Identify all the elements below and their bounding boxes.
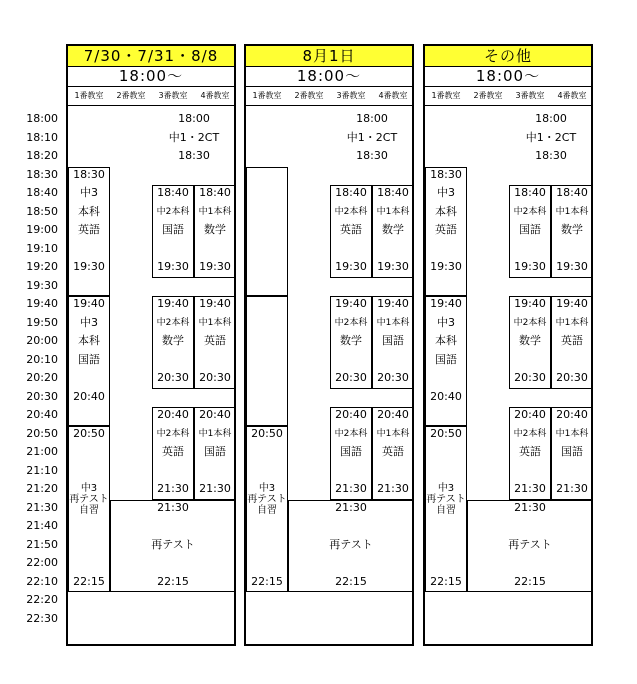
end: 22:15 [251, 574, 283, 588]
panel-title: その他 [425, 46, 591, 67]
room1-block-2 [246, 296, 288, 426]
retest-label: 再テスト [508, 537, 552, 551]
start: 18:40 [377, 186, 409, 199]
end: 19:30 [556, 260, 588, 273]
room-header: 4番教室 [200, 91, 230, 100]
time-label: 20:50 [26, 426, 58, 440]
end: 22:15 [73, 574, 105, 588]
panel-title: 8月1日 [246, 46, 412, 67]
retest-self-study: 中3 再テスト 自習 [426, 483, 466, 516]
course: 中2本科 [334, 206, 368, 217]
panel-title: 7/30・7/31・8/8 [68, 46, 234, 67]
time-label: 21:20 [26, 482, 58, 495]
course: 中1本科 [555, 428, 589, 439]
room-header-row [425, 86, 591, 106]
subject: 国語 [204, 445, 226, 458]
start: 18:40 [514, 186, 546, 199]
ct-end: 18:30 [535, 149, 567, 162]
time-label: 20:20 [26, 371, 58, 384]
start: 20:50 [430, 426, 462, 440]
start: 18:30 [430, 167, 462, 181]
room-header: 4番教室 [378, 91, 408, 100]
retest-self-study: 中3 再テスト 自習 [69, 483, 109, 516]
panel-start-time: 18:00〜 [68, 66, 234, 87]
subject: 国語 [435, 352, 457, 366]
grade: 中3 [80, 315, 98, 329]
end: 20:30 [377, 371, 409, 384]
start: 19:40 [199, 297, 231, 310]
end: 21:30 [199, 482, 231, 495]
time-label: 21:00 [26, 445, 58, 458]
time-label: 21:30 [26, 500, 58, 514]
course: 中2本科 [156, 317, 190, 328]
course: 中1本科 [555, 317, 589, 328]
room-header: 2番教室 [294, 91, 324, 100]
subject: 数学 [519, 334, 541, 347]
time-label: 21:10 [26, 463, 58, 477]
start: 21:30 [157, 500, 189, 514]
room-header: 1番教室 [252, 91, 282, 100]
end: 20:30 [514, 371, 546, 384]
start: 19:40 [377, 297, 409, 310]
time-label: 20:40 [26, 408, 58, 421]
start: 21:30 [335, 500, 367, 514]
start: 19:40 [514, 297, 546, 310]
course: 本科 [435, 334, 457, 347]
end: 19:30 [157, 260, 189, 273]
end: 21:30 [556, 482, 588, 495]
end: 22:15 [335, 574, 367, 588]
course: 中1本科 [555, 206, 589, 217]
room-header: 1番教室 [431, 91, 461, 100]
subject: 数学 [162, 334, 184, 347]
subject: 国語 [382, 334, 404, 347]
time-label: 18:00 [26, 112, 58, 125]
subject: 英語 [78, 223, 100, 236]
subject: 数学 [561, 223, 583, 236]
course: 中2本科 [513, 206, 547, 217]
start: 20:40 [514, 408, 546, 421]
start: 20:40 [199, 408, 231, 421]
time-label: 18:10 [26, 130, 58, 144]
course: 中1本科 [198, 206, 232, 217]
subject: 英語 [519, 445, 541, 458]
time-label: 21:50 [26, 537, 58, 551]
start: 21:30 [514, 500, 546, 514]
end: 20:30 [157, 371, 189, 384]
ct-label: 中1・2CT [168, 130, 220, 144]
start: 20:40 [556, 408, 588, 421]
end: 19:30 [430, 260, 462, 273]
subject: 英語 [162, 445, 184, 458]
time-label: 18:20 [26, 149, 58, 162]
start: 18:40 [556, 186, 588, 199]
room-header: 2番教室 [473, 91, 503, 100]
time-label: 20:10 [26, 352, 58, 366]
time-label: 18:50 [26, 204, 58, 218]
retest-self-study: 中3 再テスト 自習 [247, 483, 287, 516]
start: 18:40 [199, 186, 231, 199]
end: 21:30 [335, 482, 367, 495]
time-label: 19:20 [26, 260, 58, 273]
room-header: 3番教室 [336, 91, 366, 100]
end: 19:30 [377, 260, 409, 273]
start: 20:50 [73, 426, 105, 440]
room-header: 3番教室 [158, 91, 188, 100]
course: 中1本科 [198, 317, 232, 328]
course: 中1本科 [198, 428, 232, 439]
time-label: 19:00 [26, 223, 58, 236]
subject: 数学 [204, 223, 226, 236]
grade: 中3 [437, 315, 455, 329]
subject: 国語 [561, 445, 583, 458]
course: 中2本科 [156, 206, 190, 217]
start: 19:40 [430, 297, 462, 310]
time-label: 18:40 [26, 186, 58, 199]
ct-label: 中1・2CT [346, 130, 398, 144]
ct-start: 18:00 [356, 112, 388, 125]
end: 21:30 [157, 482, 189, 495]
subject: 英語 [561, 334, 583, 347]
room1-block-1 [246, 167, 288, 297]
subject: 国語 [162, 223, 184, 236]
ct-start: 18:00 [178, 112, 210, 125]
course: 中2本科 [156, 428, 190, 439]
subject: 国語 [340, 445, 362, 458]
end: 20:30 [199, 371, 231, 384]
start: 20:50 [251, 426, 283, 440]
end: 22:15 [514, 574, 546, 588]
start: 20:40 [335, 408, 367, 421]
ct-end: 18:30 [356, 149, 388, 162]
time-label: 18:30 [26, 167, 58, 181]
time-label: 22:10 [26, 574, 58, 588]
subject: 英語 [340, 223, 362, 236]
subject: 国語 [78, 352, 100, 366]
time-label: 20:30 [26, 389, 58, 403]
end: 22:15 [430, 574, 462, 588]
start: 18:40 [335, 186, 367, 199]
room-header: 2番教室 [116, 91, 146, 100]
time-label: 19:50 [26, 315, 58, 329]
end: 19:30 [199, 260, 231, 273]
retest-label: 再テスト [329, 537, 373, 551]
retest-label: 再テスト [151, 537, 195, 551]
start: 19:40 [73, 297, 105, 310]
subject: 数学 [382, 223, 404, 236]
start: 18:30 [73, 167, 105, 181]
start: 20:40 [377, 408, 409, 421]
end: 19:30 [335, 260, 367, 273]
panel-start-time: 18:00〜 [246, 66, 412, 87]
room-header-row [68, 86, 234, 106]
subject: 英語 [204, 334, 226, 347]
time-label: 20:00 [26, 334, 58, 347]
course: 中2本科 [334, 428, 368, 439]
room-header-row [246, 86, 412, 106]
time-label: 19:40 [26, 297, 58, 310]
end: 21:30 [514, 482, 546, 495]
start: 19:40 [157, 297, 189, 310]
course: 中2本科 [513, 428, 547, 439]
end: 20:40 [430, 389, 462, 403]
end: 22:15 [157, 574, 189, 588]
time-label: 19:30 [26, 278, 58, 292]
ct-end: 18:30 [178, 149, 210, 162]
end: 20:30 [335, 371, 367, 384]
time-label: 19:10 [26, 241, 58, 255]
course: 本科 [78, 204, 100, 218]
end: 20:30 [556, 371, 588, 384]
ct-start: 18:00 [535, 112, 567, 125]
room-header: 3番教室 [515, 91, 545, 100]
time-label: 22:30 [26, 611, 58, 625]
course: 中2本科 [513, 317, 547, 328]
subject: 国語 [519, 223, 541, 236]
end: 19:30 [73, 260, 105, 273]
start: 18:40 [157, 186, 189, 199]
grade: 中3 [437, 186, 455, 199]
course: 本科 [435, 204, 457, 218]
start: 19:40 [556, 297, 588, 310]
room-header: 1番教室 [74, 91, 104, 100]
end: 20:40 [73, 389, 105, 403]
grade: 中3 [80, 186, 98, 199]
end: 21:30 [377, 482, 409, 495]
ct-label: 中1・2CT [525, 130, 577, 144]
course: 中1本科 [376, 317, 410, 328]
course: 中1本科 [376, 206, 410, 217]
subject: 英語 [435, 223, 457, 236]
course: 中1本科 [376, 428, 410, 439]
time-label: 22:00 [26, 556, 58, 569]
course: 本科 [78, 334, 100, 347]
subject: 数学 [340, 334, 362, 347]
start: 19:40 [335, 297, 367, 310]
end: 19:30 [514, 260, 546, 273]
subject: 英語 [382, 445, 404, 458]
course: 中2本科 [334, 317, 368, 328]
time-label: 21:40 [26, 519, 58, 532]
room-header: 4番教室 [557, 91, 587, 100]
start: 20:40 [157, 408, 189, 421]
panel-start-time: 18:00〜 [425, 66, 591, 87]
time-label: 22:20 [26, 593, 58, 606]
